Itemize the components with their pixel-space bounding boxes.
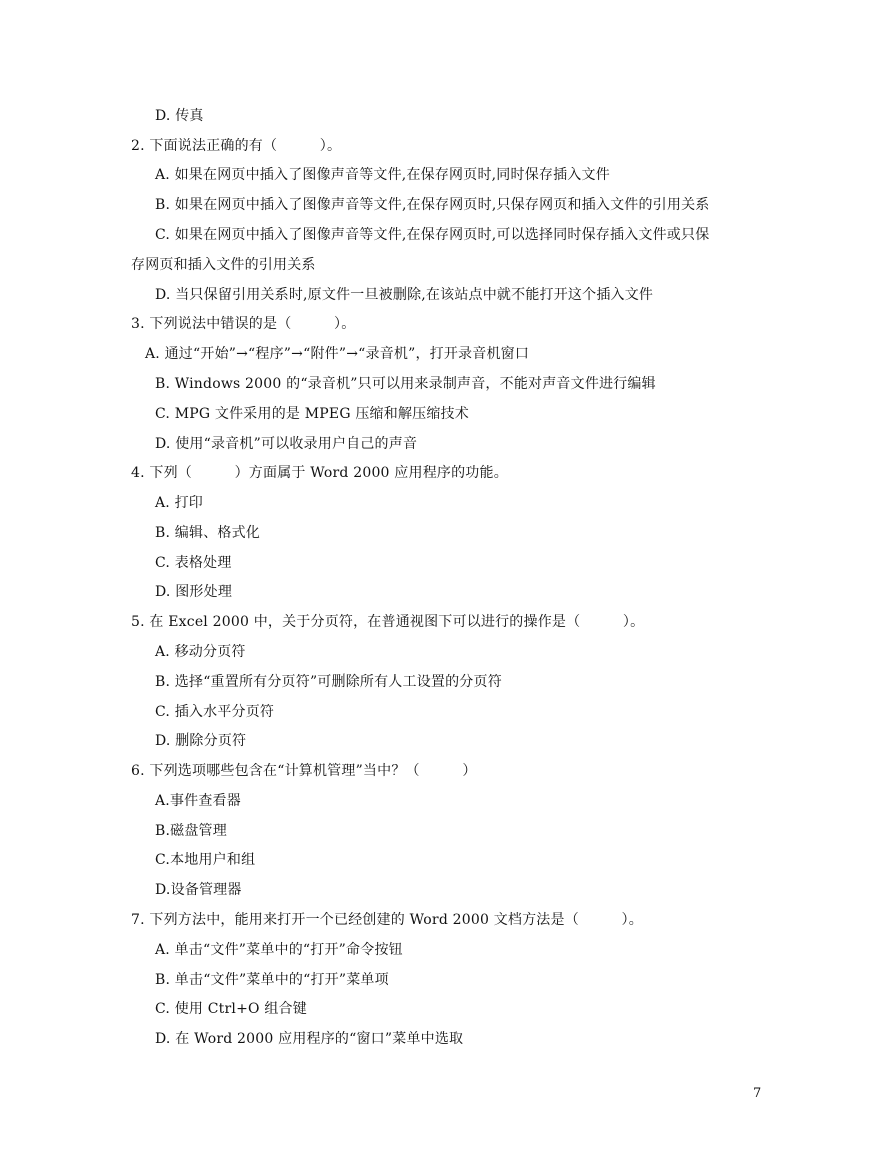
q6-option-a: A.事件查看器 (155, 793, 241, 809)
q1-option-d: D. 传真 (155, 108, 204, 124)
q7-option-a: A. 单击“文件”菜单中的“打开”命令按钮 (155, 942, 403, 958)
q3-option-b: B. Windows 2000 的“录音机”只可以用来录制声音，不能对声音文件进行编辑 (155, 376, 656, 392)
q4-option-d: D. 图形处理 (155, 584, 233, 600)
q2-question: 2. 下面说法正确的有（ ）。 (131, 138, 342, 154)
q7-option-b: B. 单击“文件”菜单中的“打开”菜单项 (155, 972, 389, 988)
q4-option-a: A. 打印 (155, 495, 204, 511)
q3-question: 3. 下列说法中错误的是（ ）。 (131, 316, 356, 332)
q2-option-a: A. 如果在网页中插入了图像声音等文件,在保存网页时,同时保存插入文件 (155, 167, 610, 183)
q7-option-c: C. 使用 Ctrl+O 组合键 (155, 1001, 307, 1017)
q2-option-b: B. 如果在网页中插入了图像声音等文件,在保存网页时,只保存网页和插入文件的引用关系 (155, 197, 710, 213)
q5-option-d: D. 删除分页符 (155, 733, 247, 749)
page-number: 7 (753, 1086, 762, 1101)
q2-option-c: C. 如果在网页中插入了图像声音等文件,在保存网页时,可以选择同时保存插入文件或只保 (155, 227, 710, 243)
q4-question: 4. 下列（ ）方面属于 Word 2000 应用程序的功能。 (131, 465, 508, 481)
q5-option-a: A. 移动分页符 (155, 644, 246, 660)
q6-question: 6. 下列选项哪些包含在“计算机管理”当中？（ ） (131, 763, 477, 779)
q4-option-b: B. 编辑、格式化 (155, 525, 260, 541)
q6-option-d: D.设备管理器 (155, 882, 242, 898)
q2-option-d: D. 当只保留引用关系时,原文件一旦被删除,在该站点中就不能打开这个插入文件 (155, 287, 654, 303)
q2-option-c-continued: 存网页和插入文件的引用关系 (131, 257, 316, 273)
q6-option-b: B.磁盘管理 (155, 823, 227, 839)
q5-question: 5. 在 Excel 2000 中，关于分页符，在普通视图下可以进行的操作是（ ）。 (131, 614, 645, 630)
q5-option-b: B. 选择“重置所有分页符”可删除所有人工设置的分页符 (155, 674, 502, 690)
q3-option-d: D. 使用“录音机”可以收录用户自己的声音 (155, 436, 418, 452)
q3-option-c: C. MPG 文件采用的是 MPEG 压缩和解压缩技术 (155, 406, 469, 422)
q7-option-d: D. 在 Word 2000 应用程序的“窗口”菜单中选取 (155, 1031, 464, 1047)
q3-option-a: A. 通过“开始”→“程序”→“附件”→“录音机”，打开录音机窗口 (145, 346, 530, 362)
q7-question: 7. 下列方法中，能用来打开一个已经创建的 Word 2000 文档方法是（ ）。 (131, 912, 643, 928)
q5-option-c: C. 插入水平分页符 (155, 704, 275, 720)
q6-option-c: C.本地用户和组 (155, 852, 256, 868)
q4-option-c: C. 表格处理 (155, 555, 232, 571)
